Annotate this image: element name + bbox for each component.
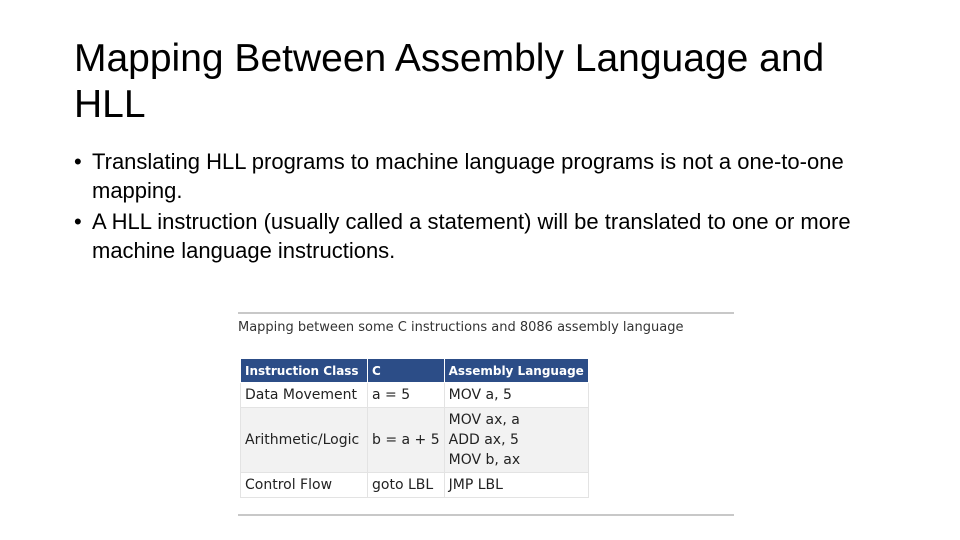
mapping-table [240,358,589,498]
assembly-line: ADD ax, 5 [448,432,519,448]
cell-instruction-class: Arithmetic/Logic [241,408,368,473]
bullet-dot-icon: • [74,209,82,234]
column-header-c: C [368,359,445,383]
slide-title: Mapping Between Assembly Language and HLL [74,37,825,126]
bullet-list [74,147,904,267]
table-row [241,383,589,408]
bullet-dot-icon: • [74,149,82,174]
bullet-text: A HLL instruction (usually called a statement) will be translated to one or more machine language instructions. [92,209,851,263]
figure-top-divider [238,312,734,314]
table-row [241,473,589,498]
cell-instruction-class: Control Flow [241,473,368,498]
cell-assembly [444,408,588,473]
figure-bottom-divider [238,514,734,516]
figure-caption: Mapping between some C instructions and 8086 assembly language [238,320,684,335]
mapping-figure [238,312,734,498]
cell-assembly [444,383,588,408]
assembly-line: JMP LBL [448,477,503,493]
cell-c-code: goto LBL [368,473,445,498]
table-row [241,408,589,473]
column-header-assembly: Assembly Language [444,359,588,383]
bullet-item [74,147,904,205]
cell-c-code: b = a + 5 [368,408,445,473]
cell-c-code: a = 5 [368,383,445,408]
bullet-item [74,207,904,265]
cell-instruction-class: Data Movement [241,383,368,408]
table-header-row [241,359,589,383]
bullet-text: Translating HLL programs to machine language programs is not a one-to-one mapping. [92,149,844,203]
assembly-line: MOV ax, a [448,412,520,428]
cell-assembly [444,473,588,498]
column-header-instruction-class: Instruction Class [241,359,368,383]
assembly-line: MOV b, ax [448,452,521,468]
assembly-line: MOV a, 5 [448,387,512,403]
